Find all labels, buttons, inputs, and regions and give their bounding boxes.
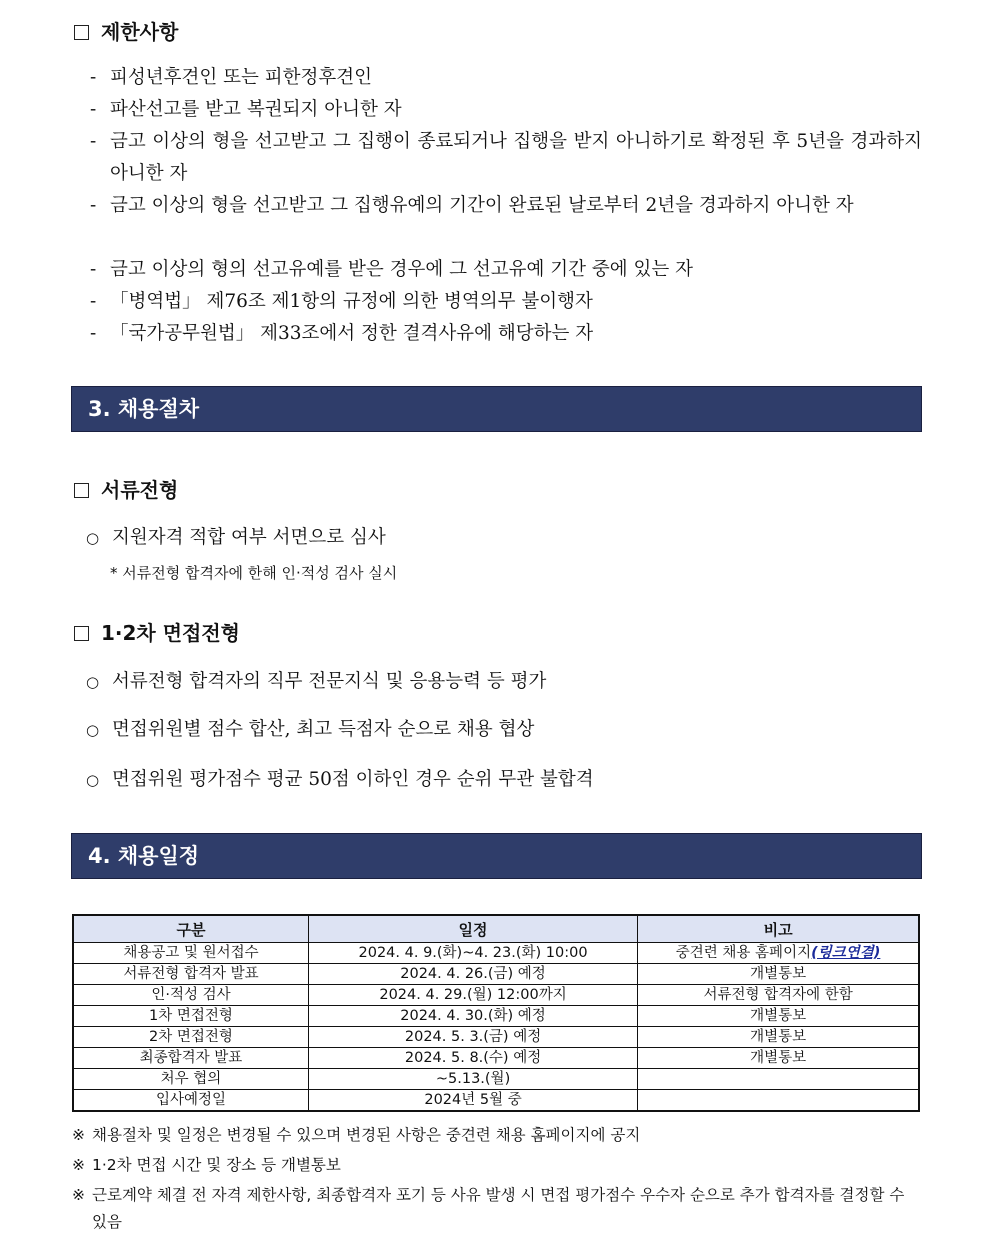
footnote: ※ 근로계약 체결 전 자격 제한사항, 최종합격자 포기 등 사유 발생 시 면접 평가점수 우수자 순으로 추가 합격자를 결정할 수 있음 [72,1182,922,1236]
header-schedule: 일정 [308,915,637,943]
interview-heading: 1·2차 면접전형 [74,617,240,646]
list-item: - 「국가공무원법」 제33조에서 정한 결격사유에 해당하는 자 [90,323,594,344]
list-item: ○ 서류전형 합격자의 직무 전문지식 및 응용능력 등 평가 [86,668,546,696]
checkbox-square-icon [74,25,89,40]
list-item: ○ 지원자격 적합 여부 서면으로 심사 [86,524,386,552]
list-item: - 금고 이상의 형을 선고받고 그 집행이 종료되거나 집행을 받지 아니하기로 확정된 후 5년을 경과하지 아니한 자 [90,131,922,184]
reference-mark-icon: ※ [72,1156,85,1174]
footnote: ※ 1·2차 면접 시간 및 장소 등 개별통보 [72,1152,922,1179]
table-row: 최종합격자 발표 2024. 5. 8.(수) 예정 개별통보 [73,1048,919,1069]
circle-bullet-icon: ○ [86,673,100,691]
table-header-row [73,915,919,943]
reference-mark-icon: ※ [72,1186,85,1204]
list-item: - 피성년후견인 또는 피한정후견인 [90,67,372,88]
doc-screening-heading: 서류전형 [74,474,178,503]
homepage-link[interactable]: (링크연결) [811,945,881,961]
table-row: 처우 협의 ~5.13.(월) [73,1069,919,1090]
header-category: 구분 [73,915,308,943]
checkbox-square-icon [74,483,89,498]
table-row: 채용공고 및 원서접수 2024. 4. 9.(화)~4. 23.(화) 10:00 중견련 채용 홈페이지(링크연결) [73,943,919,964]
table-row: 1차 면접전형 2024. 4. 30.(화) 예정 개별통보 [73,1006,919,1027]
doc-note: * 서류전형 합격자에 한해 인·적성 검사 실시 [110,564,398,582]
list-item: - 금고 이상의 형의 선고유예를 받은 경우에 그 선고유예 기간 중에 있는 자 [90,259,693,280]
header-remarks: 비고 [638,915,919,943]
list-item: - 금고 이상의 형을 선고받고 그 집행유예의 기간이 완료된 날로부터 2년을 경과하지 아니한 자 [90,195,854,216]
table-row: 서류전형 합격자 발표 2024. 4. 26.(금) 예정 개별통보 [73,964,919,985]
section-3-banner: 3. 채용절차 [71,386,922,432]
restrictions-heading: 제한사항 [74,16,178,45]
circle-bullet-icon: ○ [86,529,100,547]
list-item: ○ 면접위원별 점수 합산, 최고 득점자 순으로 채용 협상 [86,716,534,744]
schedule-table [72,914,920,1112]
list-item: - 「병역법」 제76조 제1항의 규정에 의한 병역의무 불이행자 [90,291,593,312]
checkbox-square-icon [74,626,89,641]
footnote: ※ 채용절차 및 일정은 변경될 수 있으며 변경된 사항은 중견련 채용 홈페이지에 공지 [72,1122,922,1149]
table-row: 2차 면접전형 2024. 5. 3.(금) 예정 개별통보 [73,1027,919,1048]
reference-mark-icon: ※ [72,1126,85,1144]
circle-bullet-icon: ○ [86,771,100,789]
table-row: 인·적성 검사 2024. 4. 29.(월) 12:00까지 서류전형 합격자에 한함 [73,985,919,1006]
list-item: - 파산선고를 받고 복권되지 아니한 자 [90,99,402,120]
table-row: 입사예정일 2024년 5월 중 [73,1090,919,1112]
list-item: ○ 면접위원 평가점수 평균 50점 이하인 경우 순위 무관 불합격 [86,766,594,794]
circle-bullet-icon: ○ [86,721,100,739]
section-4-banner: 4. 채용일정 [71,833,922,879]
